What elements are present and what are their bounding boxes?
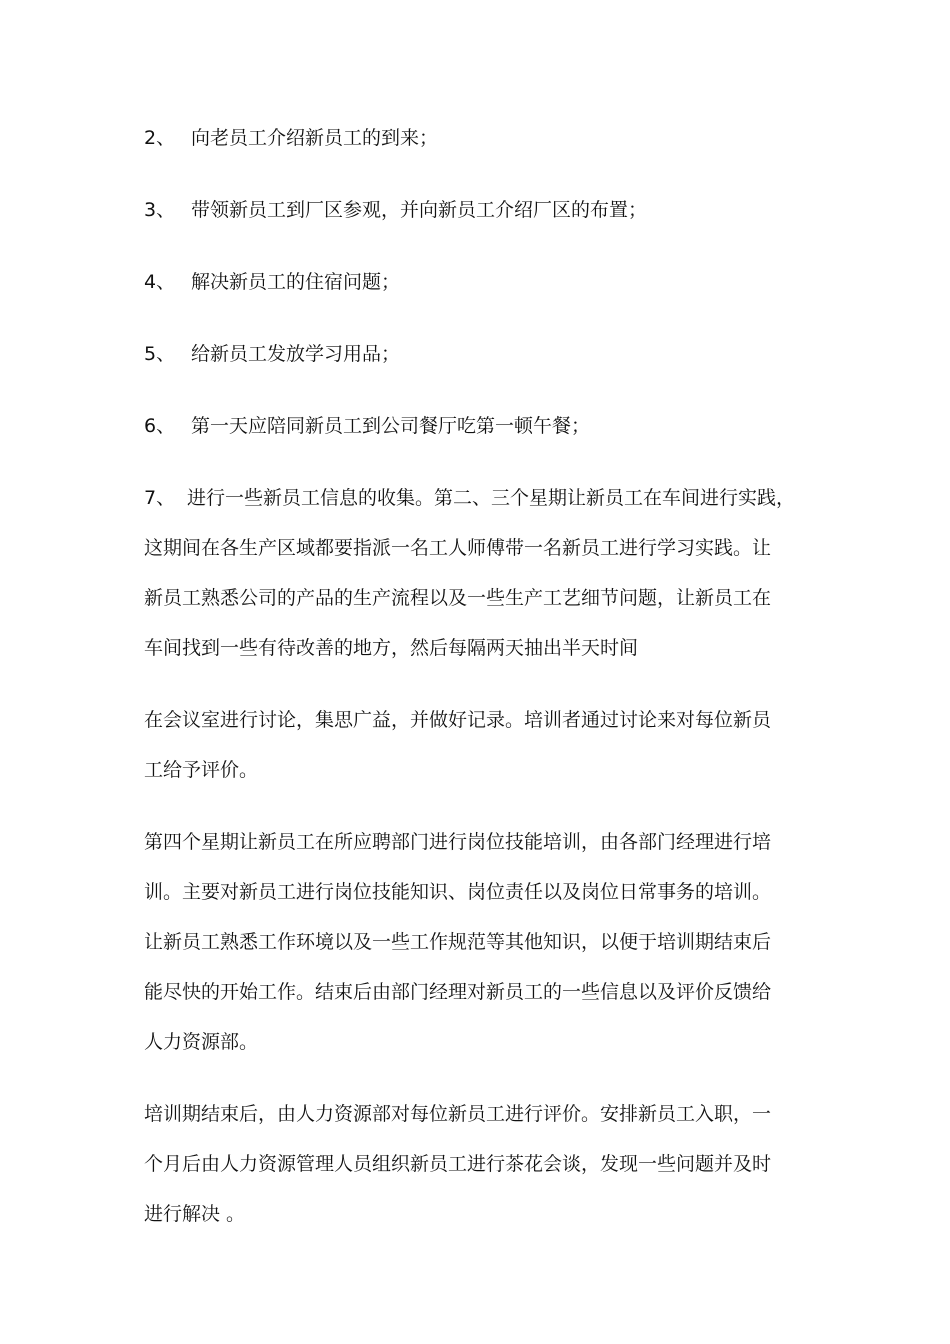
list-text: 向老员工介绍新员工的到来； bbox=[191, 127, 439, 149]
paragraph-1-line-1: 在会议室进行讨论，集思广益，并做好记录。培训者通过讨论来对每位新员 bbox=[144, 709, 772, 731]
list-item-7-line-3: 新员工熟悉公司的产品的生产流程以及一些生产工艺细节问题，让新员工在 bbox=[144, 587, 772, 609]
paragraph-3-line-2: 个月后由人力资源管理人员组织新员工进行茶花会谈，发现一些问题并及时 bbox=[144, 1153, 772, 1175]
list-text: 第一天应陪同新员工到公司餐厅吃第一顿午餐； bbox=[191, 415, 591, 437]
list-item-4 bbox=[144, 270, 814, 294]
paragraph-2-line-3: 让新员工熟悉工作环境以及一些工作规范等其他知识，以便于培训期结束后 bbox=[144, 931, 772, 953]
list-text: 进行一些新员工信息的收集。第二、三个星期让新员工在车间进行实践， bbox=[187, 487, 796, 509]
paragraph-2-line-4: 能尽快的开始工作。结束后由部门经理对新员工的一些信息以及评价反馈给 bbox=[144, 981, 772, 1003]
list-number: 3、 bbox=[144, 199, 176, 221]
paragraph-2-line-5: 人力资源部。 bbox=[144, 1031, 259, 1053]
list-item-2 bbox=[144, 126, 814, 150]
list-number: 2、 bbox=[144, 127, 176, 149]
paragraph-3-line-1: 培训期结束后，由人力资源部对每位新员工进行评价。安排新员工入职，一 bbox=[144, 1103, 772, 1125]
list-item-6 bbox=[144, 414, 814, 438]
list-text: 解决新员工的住宿问题； bbox=[191, 271, 401, 293]
paragraph-3-line-3: 进行解决 。 bbox=[144, 1203, 246, 1225]
list-number: 7、 bbox=[144, 487, 176, 509]
list-item-3 bbox=[144, 198, 814, 222]
list-item-7-line-1 bbox=[144, 486, 814, 510]
list-number: 5、 bbox=[144, 343, 176, 365]
paragraph-2-line-2: 训。主要对新员工进行岗位技能知识、岗位责任以及岗位日常事务的培训。 bbox=[144, 881, 772, 903]
paragraph-1-line-2: 工给予评价。 bbox=[144, 759, 259, 781]
list-item-5 bbox=[144, 342, 814, 366]
list-text: 带领新员工到厂区参观，并向新员工介绍厂区的布置； bbox=[191, 199, 648, 221]
paragraph-2-line-1: 第四个星期让新员工在所应聘部门进行岗位技能培训，由各部门经理进行培 bbox=[144, 831, 772, 853]
list-number: 6、 bbox=[144, 415, 176, 437]
list-item-7-line-4: 车间找到一些有待改善的地方，然后每隔两天抽出半天时间 bbox=[144, 637, 639, 659]
list-item-7-line-2: 这期间在各生产区域都要指派一名工人师傅带一名新员工进行学习实践。让 bbox=[144, 537, 772, 559]
list-number: 4、 bbox=[144, 271, 176, 293]
list-text: 给新员工发放学习用品； bbox=[191, 343, 401, 365]
